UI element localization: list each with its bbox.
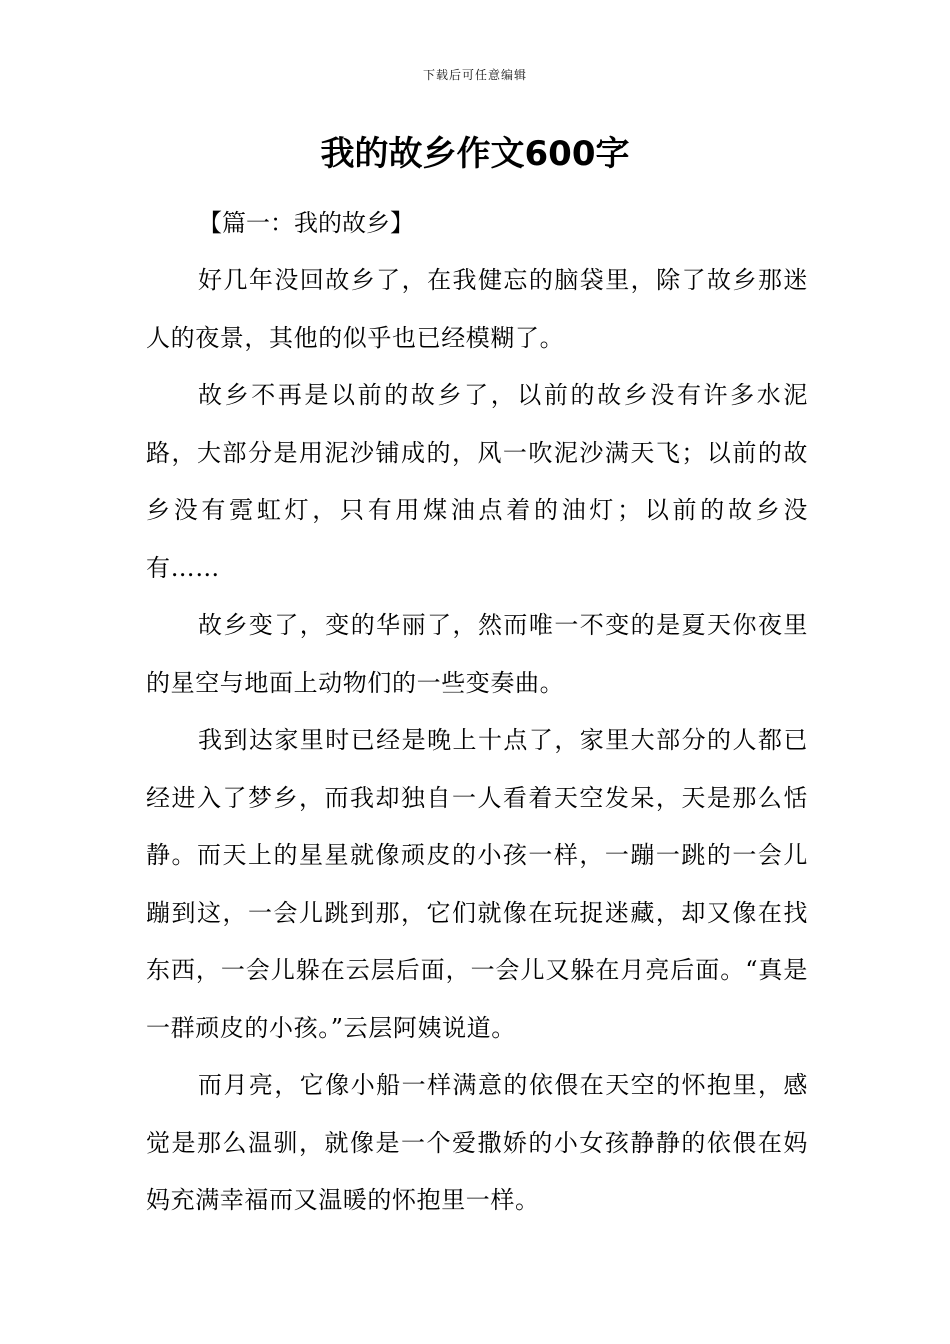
header-note: 下载后可任意编辑	[422, 68, 527, 82]
paragraph-1: 好几年没回故乡了，在我健忘的脑袋里，除了故乡那迷人的夜景，其他的似乎也已经模糊了。	[146, 266, 808, 352]
paragraph-3: 故乡变了，变的华丽了，然而唯一不变的是夏天你夜里的星空与地面上动物们的一些变奏曲。	[146, 611, 808, 697]
paragraph-2: 故乡不再是以前的故乡了，以前的故乡没有许多水泥路，大部分是用泥沙铺成的，风一吹泥沙满天飞；以前的故乡没有霓虹灯，只有用煤油点着的油灯；以前的故乡没有……	[146, 381, 808, 582]
document-title: 我的故乡作文600字	[320, 134, 630, 174]
paragraph-5: 而月亮，它像小船一样满意的依偎在天空的怀抱里，感觉是那么温驯，就像是一个爱撒娇的小女孩静静的依偎在妈妈充满幸福而又温暖的怀抱里一样。	[146, 1071, 808, 1214]
body-text	[146, 252, 808, 1230]
section-heading: 【篇一：我的故乡】	[198, 209, 414, 237]
paragraph-4: 我到达家里时已经是晚上十点了，家里大部分的人都已经进入了梦乡，而我却独自一人看着天空发呆，天是那么恬静。而天上的星星就像顽皮的小孩一样，一蹦一跳的一会儿蹦到这，一会儿跳到那，它们就像在玩捉迷藏，却又像在找东西，一会儿躲在云层后面，一会儿又躲在月亮后面。“真是一群顽皮的小孩。”云层阿姨说道。	[146, 726, 808, 1042]
